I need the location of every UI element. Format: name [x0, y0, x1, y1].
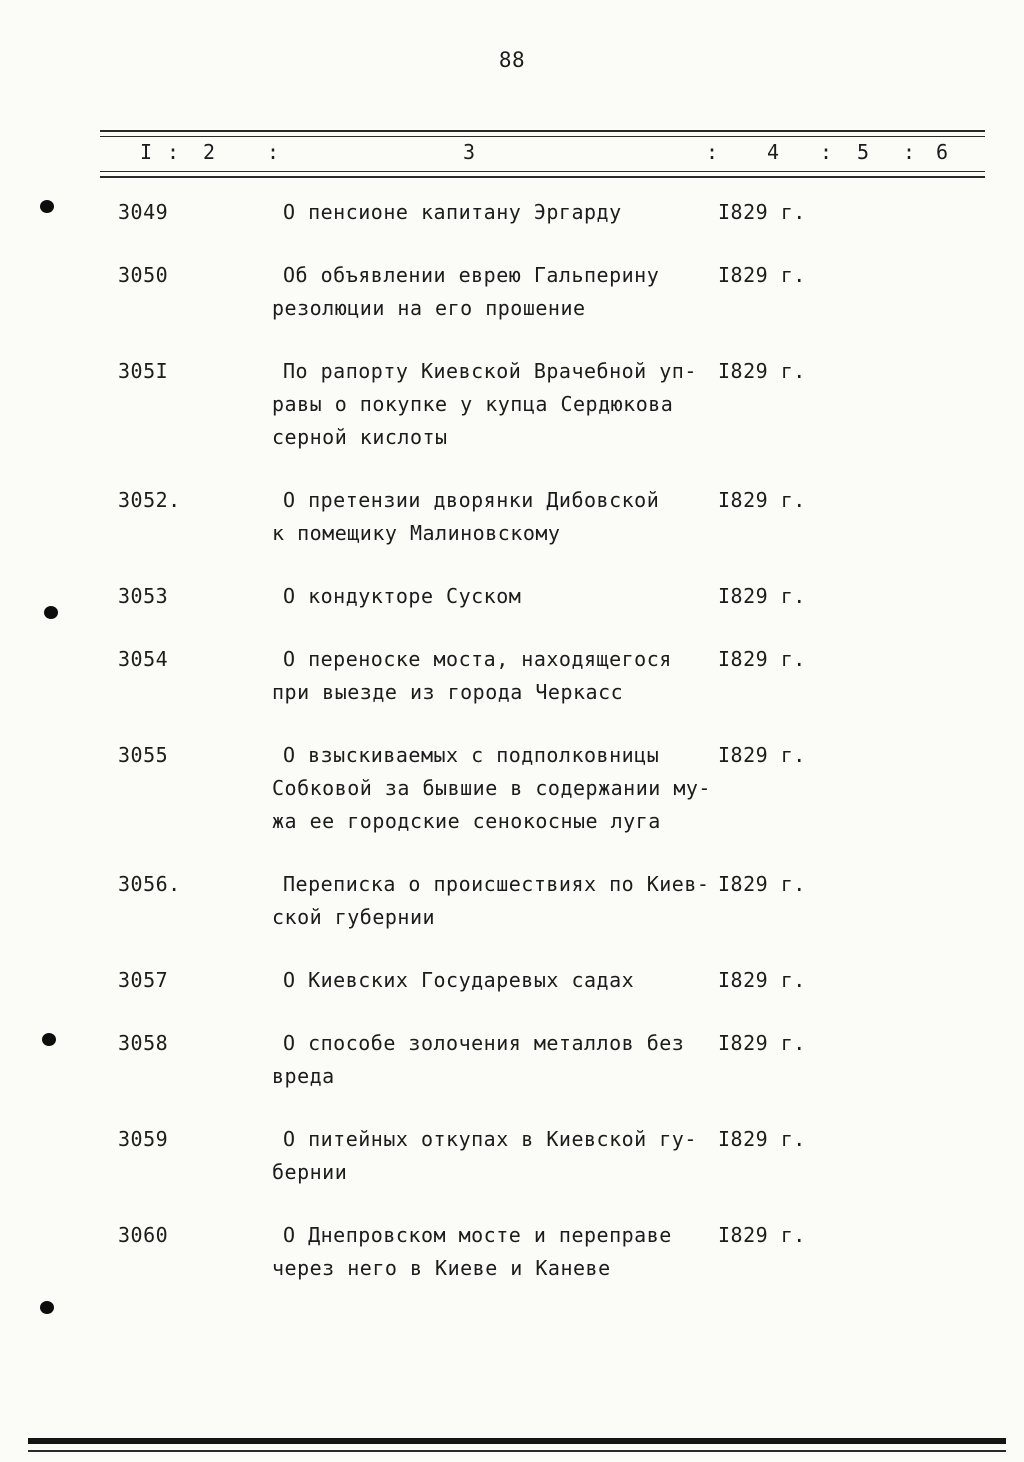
- entry-number: 3049: [118, 200, 169, 224]
- table-row: [118, 739, 994, 838]
- header-col-6: 6: [936, 140, 949, 164]
- table-row: [118, 964, 994, 997]
- entry-list: [118, 196, 994, 1315]
- description-line: резолюции на его прошение: [272, 296, 586, 320]
- entry-description: [272, 1123, 718, 1189]
- table-row: [118, 484, 994, 550]
- entry-number: 305I: [118, 359, 169, 383]
- description-line: О переноске моста, находящегося: [283, 647, 672, 671]
- entry-description: [272, 259, 718, 325]
- table-row: [118, 196, 994, 229]
- entry-number: 3055: [118, 743, 169, 767]
- description-line: О пенсионе капитану Эргарду: [283, 200, 622, 224]
- header-col-1: I: [140, 140, 153, 164]
- description-line: Переписка о происшествиях по Киев-: [283, 872, 710, 896]
- page-bottom-rule-thin: [28, 1450, 1006, 1452]
- description-line: О взыскиваемых с подполковницы: [283, 743, 660, 767]
- header-separator: :: [706, 140, 719, 164]
- entry-year: I829 г.: [718, 1031, 806, 1055]
- header-top-rule-1: [100, 130, 985, 132]
- description-line: жа ее городские сенокосные луга: [272, 809, 661, 833]
- table-row: [118, 259, 994, 325]
- entry-description: [272, 643, 718, 709]
- description-line: через него в Киеве и Каневе: [272, 1256, 611, 1280]
- entry-description: [272, 868, 718, 934]
- description-line: к помещику Малиновскому: [272, 521, 561, 545]
- entry-description: [272, 484, 718, 550]
- margin-ink-dot: [40, 200, 54, 213]
- entry-year: I829 г.: [718, 1223, 806, 1247]
- table-row: [118, 643, 994, 709]
- margin-ink-dot: [40, 1301, 54, 1314]
- entry-year: I829 г.: [718, 359, 806, 383]
- entry-description: [272, 1027, 718, 1093]
- header-col-5: 5: [857, 140, 870, 164]
- entry-description: [272, 964, 718, 997]
- entry-year: I829 г.: [718, 743, 806, 767]
- header-col-3: 3: [463, 140, 476, 164]
- entry-number: 3053: [118, 584, 169, 608]
- description-line: вреда: [272, 1064, 335, 1088]
- description-line: равы о покупке у купца Сердюкова: [272, 392, 674, 416]
- entry-number: 3052.: [118, 488, 181, 512]
- table-row: [118, 580, 994, 613]
- header-top-rule-2: [100, 136, 985, 137]
- header-col-4: 4: [767, 140, 780, 164]
- header-separator: :: [820, 140, 833, 164]
- description-line: О претензии дворянки Дибовской: [283, 488, 660, 512]
- description-line: ской губернии: [272, 905, 436, 929]
- page-number: 88: [498, 48, 526, 72]
- margin-ink-dot: [44, 606, 58, 619]
- entry-year: I829 г.: [718, 584, 806, 608]
- description-line: О питейных откупах в Киевской гу-: [283, 1127, 697, 1151]
- description-line: О способе золочения металлов без: [283, 1031, 685, 1055]
- description-line: бернии: [272, 1160, 348, 1184]
- entry-number: 3057: [118, 968, 169, 992]
- header-bottom-rule-2: [100, 176, 985, 178]
- description-line: О Киевских Государевых садах: [283, 968, 635, 992]
- entry-year: I829 г.: [718, 1127, 806, 1151]
- entry-description: [272, 580, 718, 613]
- page-bottom-rule: [28, 1438, 1006, 1444]
- table-row: [118, 1123, 994, 1189]
- header-separator: :: [267, 140, 280, 164]
- entry-number: 3059: [118, 1127, 169, 1151]
- description-line: О кондукторе Суском: [283, 584, 522, 608]
- description-line: Собковой за бывшие в содержании му-: [272, 776, 711, 800]
- header-separator: :: [903, 140, 916, 164]
- entry-number: 3054: [118, 647, 169, 671]
- description-line: О Днепровском мосте и переправе: [283, 1223, 672, 1247]
- entry-year: I829 г.: [718, 488, 806, 512]
- description-line: серной кислоты: [272, 425, 448, 449]
- entry-description: [272, 1219, 718, 1285]
- entry-number: 3060: [118, 1223, 169, 1247]
- entry-year: I829 г.: [718, 872, 806, 896]
- table-row: [118, 1219, 994, 1285]
- table-row: [118, 1027, 994, 1093]
- entry-year: I829 г.: [718, 647, 806, 671]
- header-separator: :: [167, 140, 180, 164]
- entry-description: [272, 196, 718, 229]
- margin-ink-dot: [42, 1033, 56, 1046]
- entry-description: [272, 739, 718, 838]
- entry-number: 3050: [118, 263, 169, 287]
- entry-year: I829 г.: [718, 200, 806, 224]
- table-row: [118, 355, 994, 454]
- description-line: при выезде из города Черкасс: [272, 680, 624, 704]
- entry-number: 3056.: [118, 872, 181, 896]
- description-line: Об объявлении еврею Гальперину: [283, 263, 660, 287]
- description-line: По рапорту Киевской Врачебной уп-: [283, 359, 697, 383]
- table-header: [0, 140, 1024, 172]
- header-col-2: 2: [203, 140, 216, 164]
- entry-description: [272, 355, 718, 454]
- table-row: [118, 868, 994, 934]
- entry-number: 3058: [118, 1031, 169, 1055]
- entry-year: I829 г.: [718, 968, 806, 992]
- entry-year: I829 г.: [718, 263, 806, 287]
